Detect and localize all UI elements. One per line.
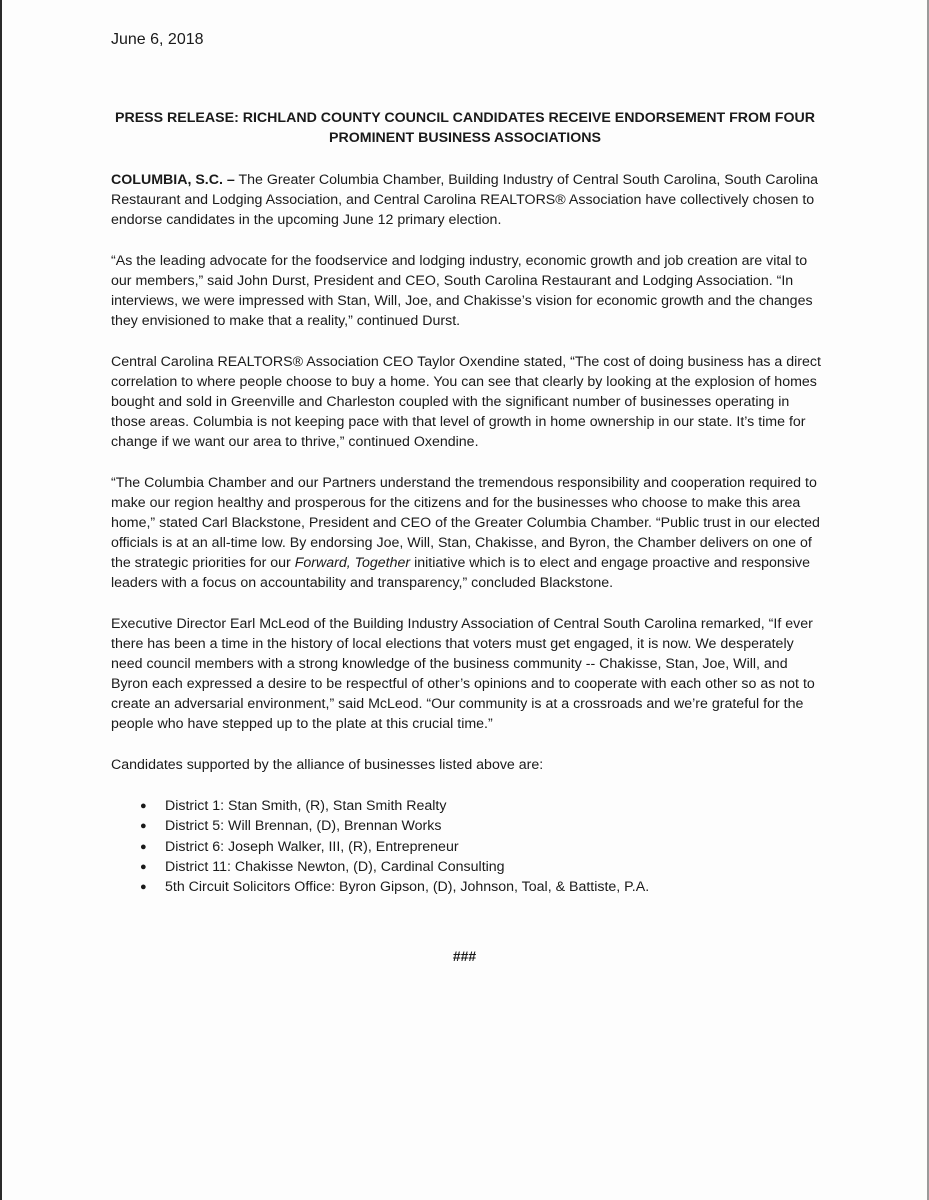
bullet-icon: ● <box>140 840 147 853</box>
candidate-entry: 5th Circuit Solicitors Office: Byron Gipson, (D), Johnson, Toal, & Battiste, P.A. <box>165 879 650 896</box>
candidate-entry: District 1: Stan Smith, (R), Stan Smith Realty <box>165 798 447 814</box>
dateline: COLUMBIA, S.C. – <box>111 172 235 188</box>
list-item <box>111 857 825 877</box>
initiative-name: Forward, Together <box>294 555 411 571</box>
paragraph-blackstone-quote <box>111 473 825 593</box>
blackstone-text-before: “The Columbia Chamber and our Partners understand the tremendous responsibility and cooperation required to make our region healthy and prosperous for the citizens and for the businesses who choose to make this area home,” stated Carl Blackstone, President and CEO of the Greater Columbia Chamber. “Public trust in our elected officials is at an all-time low. By endorsing Joe, Will, Stan, Chakisse, and Byron, the Chamber delivers on one of the strategic priorities for our <box>111 475 820 571</box>
candidate-entry: District 11: Chakisse Newton, (D), Cardinal Consulting <box>165 858 505 875</box>
bullet-icon: ● <box>140 800 147 812</box>
end-of-release-mark: ### <box>452 948 477 964</box>
candidate-entry: District 5: Will Brennan, (D), Brennan Works <box>165 818 442 835</box>
paragraph-oxendine-quote: Central Carolina REALTORS® Association CEO Taylor Oxendine stated, “The cost of doing business has a direct correlation to where people choose to buy a home. You can see that clearly by looking at the explosion of homes bought and sold in Greenville and Charleston coupled with the significant number of businesses operating in those areas. Columbia is not keeping pace with that level of growth in home ownership in our state. It’s time for change if we want our area to thrive,” continued Oxendine. <box>111 354 821 450</box>
list-item <box>111 796 825 816</box>
candidates-intro: Candidates supported by the alliance of businesses listed above are: <box>111 757 544 773</box>
candidates-list <box>111 796 825 897</box>
blackstone-text-after: initiative which is to elect and engage proactive and responsive leaders with a focus on accountability and transparency,” concluded Blackstone. <box>111 555 810 591</box>
list-item <box>111 816 825 836</box>
paragraph-intro-text: The Greater Columbia Chamber, Building Industry of Central South Carolina, South Carolina Restaurant and Lodging Association, and Central Carolina REALTORS® Association have collectively chosen to endorse candidates in the upcoming June 12 primary election. <box>111 172 819 228</box>
candidate-entry: District 6: Joseph Walker, III, (R), Entrepreneur <box>165 838 459 855</box>
list-item <box>111 877 825 897</box>
bullet-icon: ● <box>140 881 147 894</box>
bullet-icon: ● <box>140 820 147 833</box>
paragraph-mcleod-quote: Executive Director Earl McLeod of the Building Industry Association of Central South Carolina remarked, “If ever there has been a time in the history of local elections that voters must get engaged, it is now. We desperately need council members with a strong knowledge of the business community -- Chakisse, Stan, Joe, Will, and Byron each expressed a desire to be respectful of other’s opinions and to cooperate with each other so as not to create an adversarial environment,” said McLeod. “Our community is at a crossroads and we’re grateful for the people who have stepped up to the plate at this crucial time.” <box>111 616 815 732</box>
press-release-body <box>111 170 825 897</box>
press-release-headline: PRESS RELEASE: RICHLAND COUNTY COUNCIL CANDIDATES RECEIVE ENDORSEMENT FROM FOUR PROMINENT BUSINESS ASSOCIATIONS <box>115 110 815 146</box>
list-item <box>111 837 825 857</box>
paragraph-durst-quote: “As the leading advocate for the foodservice and lodging industry, economic growth and job creation are vital to our members,” said John Durst, President and CEO, South Carolina Restaurant and Lodging Association. “In interviews, we were impressed with Stan, Will, Joe, and Chakisse’s vision for economic growth and the changes they envisioned to make that a reality,” continued Durst. <box>111 253 813 329</box>
paragraph-intro <box>111 170 825 230</box>
bullet-icon: ● <box>140 860 147 873</box>
release-date: June 6, 2018 <box>111 31 204 48</box>
page-edge-left <box>0 0 2 1200</box>
